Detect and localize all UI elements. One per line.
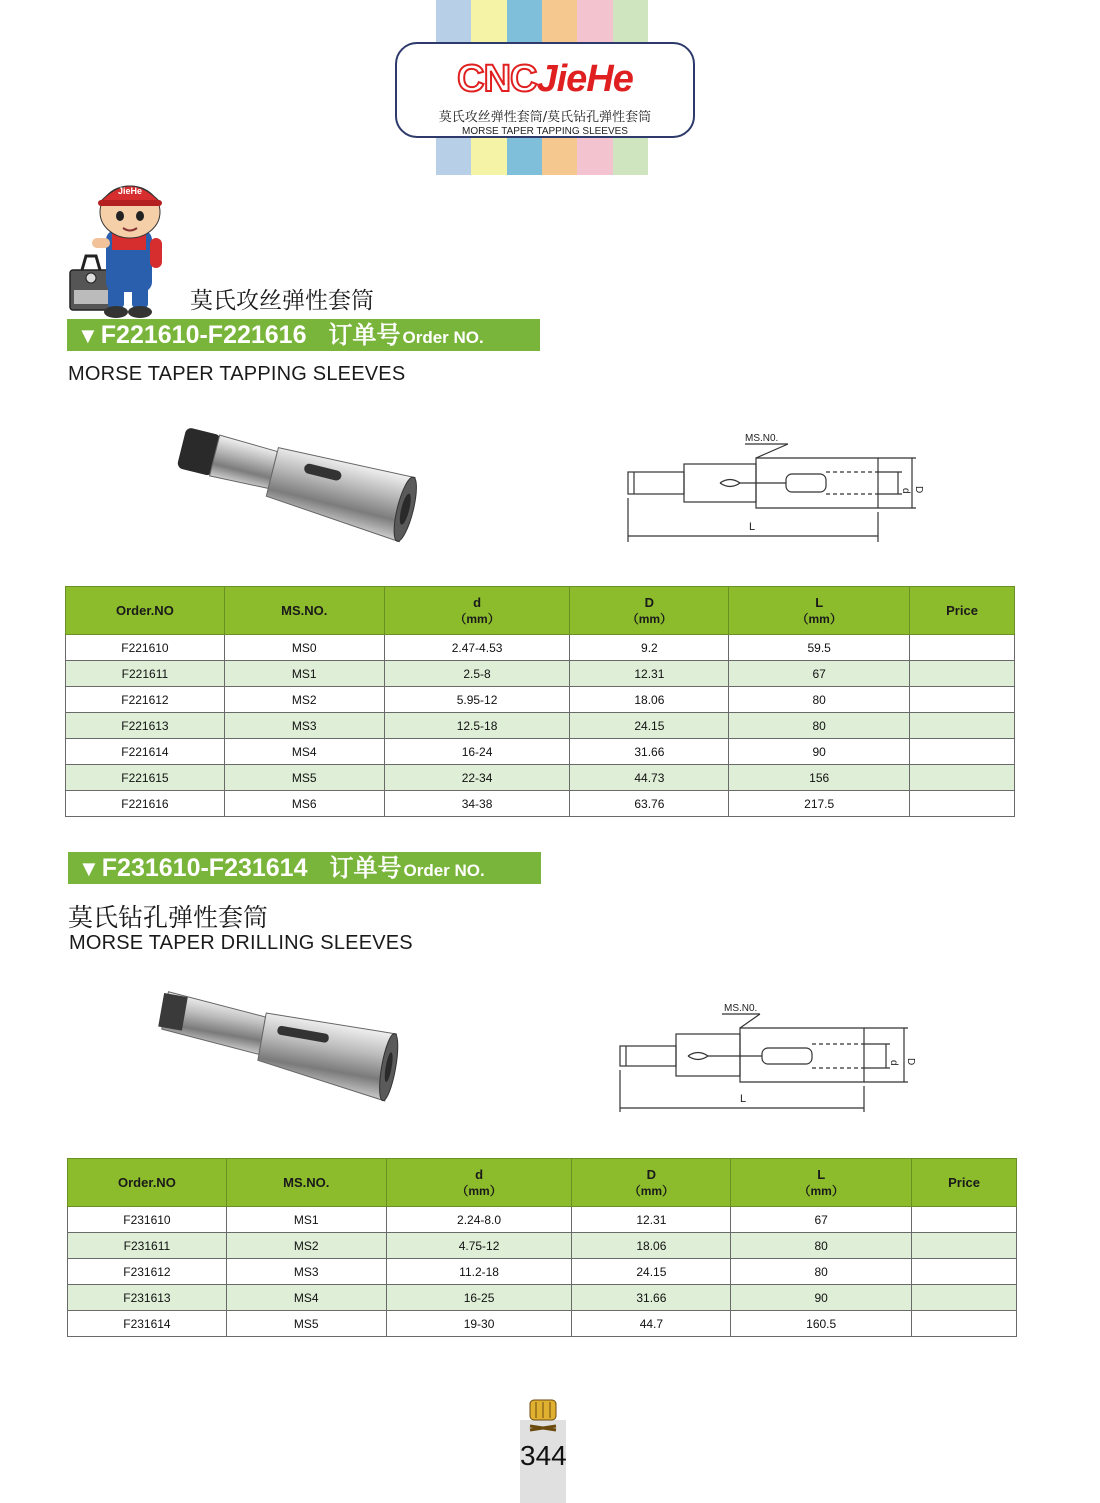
- table-cell: 12.31: [570, 661, 729, 687]
- section1-order-label-en: Order NO.: [402, 328, 484, 347]
- page-number: 344: [520, 1440, 567, 1471]
- table-cell: [910, 791, 1015, 817]
- column-header-label: D: [644, 594, 655, 610]
- triangle-down-icon: ▼: [78, 856, 100, 881]
- table-cell: [912, 1233, 1017, 1259]
- drawing2-label-D: D: [905, 1058, 916, 1066]
- brand-jiehe: JieHe: [536, 58, 633, 100]
- table-cell: 80: [729, 687, 910, 713]
- table-cell: [910, 661, 1015, 687]
- table-cell: 12.5-18: [384, 713, 570, 739]
- drawing2-label-L: L: [740, 1093, 747, 1105]
- section2-title-cn: 莫氏钻孔弹性套筒: [68, 903, 269, 932]
- column-header: [224, 587, 384, 635]
- table-cell: 80: [731, 1233, 912, 1259]
- column-header-label: d: [475, 1166, 484, 1182]
- table-cell: [912, 1311, 1017, 1337]
- table-cell: [910, 713, 1015, 739]
- table-cell: 67: [729, 661, 910, 687]
- table-cell: [910, 687, 1015, 713]
- table-cell: F231612: [68, 1259, 227, 1285]
- table-cell: MS5: [224, 765, 384, 791]
- table-cell: 31.66: [572, 1285, 731, 1311]
- table-cell: F221616: [66, 791, 225, 817]
- column-header-label: Price: [948, 1175, 980, 1190]
- table-cell: 22-34: [384, 765, 570, 791]
- table-cell: MS6: [224, 791, 384, 817]
- table-row: [68, 1311, 1017, 1337]
- column-header: [68, 1159, 227, 1207]
- table-cell: 18.06: [570, 687, 729, 713]
- column-header-label: MS.NO.: [283, 1175, 330, 1190]
- drawing2-label-d: d: [888, 1060, 899, 1066]
- table-cell: 217.5: [729, 791, 910, 817]
- mascot-mini-icon: [524, 1394, 562, 1434]
- table-cell: MS2: [226, 1233, 386, 1259]
- table-cell: 90: [731, 1285, 912, 1311]
- table-cell: [910, 739, 1015, 765]
- column-header-label: d: [473, 594, 482, 610]
- table-row: [66, 765, 1015, 791]
- table-row: [66, 739, 1015, 765]
- header-subtitle-en: MORSE TAPER TAPPING SLEEVES: [462, 126, 628, 137]
- table-cell: F231614: [68, 1311, 227, 1337]
- table-cell: 16-24: [384, 739, 570, 765]
- section2-order-label-cn: 订单号: [329, 854, 402, 882]
- table-cell: 2.5-8: [384, 661, 570, 687]
- column-header-label: Price: [946, 603, 978, 618]
- drawing2-label-ms: MS.N0.: [724, 1003, 758, 1014]
- column-header: [386, 1159, 572, 1207]
- table-cell: 19-30: [386, 1311, 572, 1337]
- table-row: [66, 635, 1015, 661]
- table-cell: MS0: [224, 635, 384, 661]
- section1-order-bar: [67, 319, 540, 351]
- table-cell: 80: [731, 1259, 912, 1285]
- column-header-label: Order.NO: [116, 603, 174, 618]
- column-header-label: L: [815, 594, 824, 610]
- mascot-cap-text: JieHe: [117, 186, 143, 196]
- table-cell: MS1: [226, 1207, 386, 1233]
- drawing1-label-L: L: [749, 521, 756, 533]
- table-cell: MS3: [224, 713, 384, 739]
- table-row: [68, 1233, 1017, 1259]
- column-header: [572, 1159, 731, 1207]
- table-cell: 24.15: [570, 713, 729, 739]
- column-header-label: MS.NO.: [281, 603, 328, 618]
- table-cell: 5.95-12: [384, 687, 570, 713]
- table-cell: 18.06: [572, 1233, 731, 1259]
- section2-technical-drawing: [612, 998, 922, 1118]
- brand-logo: [395, 42, 695, 138]
- column-header-unit: （mm）: [456, 1183, 502, 1198]
- section1-technical-drawing: [620, 428, 930, 548]
- column-header: [910, 587, 1015, 635]
- table-cell: 160.5: [731, 1311, 912, 1337]
- section1-spec-table: [65, 586, 1015, 817]
- section2-order-bar: [68, 852, 541, 884]
- table-header-row: [68, 1159, 1017, 1207]
- column-header-unit: （mm）: [796, 611, 842, 626]
- brand-cnc: CNC: [457, 58, 537, 100]
- table-cell: MS3: [226, 1259, 386, 1285]
- section1-title-en: MORSE TAPER TAPPING SLEEVES: [68, 363, 406, 385]
- section2-order-label-en: Order NO.: [403, 861, 485, 880]
- table-cell: 16-25: [386, 1285, 572, 1311]
- section2-spec-table: [67, 1158, 1017, 1337]
- table-cell: [912, 1259, 1017, 1285]
- drawing1-label-ms: MS.N0.: [745, 433, 779, 444]
- table-cell: 2.47-4.53: [384, 635, 570, 661]
- column-header: [731, 1159, 912, 1207]
- table-cell: [910, 635, 1015, 661]
- table-cell: F221614: [66, 739, 225, 765]
- drawing1-label-d: d: [900, 488, 911, 494]
- table-cell: 44.7: [572, 1311, 731, 1337]
- column-header-unit: （mm）: [798, 1183, 844, 1198]
- table-cell: 80: [729, 713, 910, 739]
- section1-order-code: F221610-F221616: [100, 321, 307, 349]
- table-cell: F231613: [68, 1285, 227, 1311]
- column-header: [384, 587, 570, 635]
- column-header: [226, 1159, 386, 1207]
- section2-title-en: MORSE TAPER DRILLING SLEEVES: [69, 932, 413, 954]
- table-cell: F221612: [66, 687, 225, 713]
- table-cell: 11.2-18: [386, 1259, 572, 1285]
- table-cell: 67: [731, 1207, 912, 1233]
- table-cell: MS4: [224, 739, 384, 765]
- column-header-label: D: [646, 1166, 657, 1182]
- table-cell: [910, 765, 1015, 791]
- table-row: [66, 687, 1015, 713]
- column-header: [912, 1159, 1017, 1207]
- table-cell: 9.2: [570, 635, 729, 661]
- table-cell: 34-38: [384, 791, 570, 817]
- table-cell: 4.75-12: [386, 1233, 572, 1259]
- section1-title-cn: 莫氏攻丝弹性套筒: [190, 288, 374, 314]
- table-cell: MS4: [226, 1285, 386, 1311]
- table-cell: 24.15: [572, 1259, 731, 1285]
- column-header-label: L: [817, 1166, 826, 1182]
- table-row: [66, 661, 1015, 687]
- column-header-unit: （mm）: [454, 611, 500, 626]
- column-header-unit: （mm）: [626, 611, 673, 626]
- table-cell: MS2: [224, 687, 384, 713]
- table-cell: F221611: [66, 661, 225, 687]
- table-row: [66, 791, 1015, 817]
- section2-product-photo: [150, 990, 410, 1110]
- triangle-down-icon: ▼: [77, 323, 99, 348]
- table-cell: 90: [729, 739, 910, 765]
- table-cell: F221613: [66, 713, 225, 739]
- table-cell: F231611: [68, 1233, 227, 1259]
- column-header: [570, 587, 729, 635]
- section2-order-code: F231610-F231614: [101, 854, 308, 882]
- table-cell: 44.73: [570, 765, 729, 791]
- drawing1-label-D: D: [913, 486, 924, 494]
- table-row: [68, 1207, 1017, 1233]
- table-cell: 31.66: [570, 739, 729, 765]
- table-cell: F221610: [66, 635, 225, 661]
- table-cell: MS1: [224, 661, 384, 687]
- section1-order-label-cn: 订单号: [328, 321, 401, 349]
- table-cell: 59.5: [729, 635, 910, 661]
- table-cell: 2.24-8.0: [386, 1207, 572, 1233]
- mascot-illustration: [68, 172, 178, 320]
- table-cell: [912, 1285, 1017, 1311]
- table-cell: F231610: [68, 1207, 227, 1233]
- table-cell: F221615: [66, 765, 225, 791]
- table-row: [68, 1285, 1017, 1311]
- table-cell: [912, 1207, 1017, 1233]
- column-header: [729, 587, 910, 635]
- table-cell: 63.76: [570, 791, 729, 817]
- table-row: [66, 713, 1015, 739]
- column-header-label: Order.NO: [118, 1175, 176, 1190]
- table-cell: MS5: [226, 1311, 386, 1337]
- table-header-row: [66, 587, 1015, 635]
- column-header-unit: （mm）: [628, 1183, 675, 1198]
- section1-product-photo: [170, 420, 430, 550]
- table-row: [68, 1259, 1017, 1285]
- brand-wordmark: [397, 58, 693, 100]
- table-cell: 156: [729, 765, 910, 791]
- column-header: [66, 587, 225, 635]
- header-subtitle-cn: 莫氏攻丝弹性套筒/莫氏钻孔弹性套筒: [438, 110, 652, 125]
- table-cell: 12.31: [572, 1207, 731, 1233]
